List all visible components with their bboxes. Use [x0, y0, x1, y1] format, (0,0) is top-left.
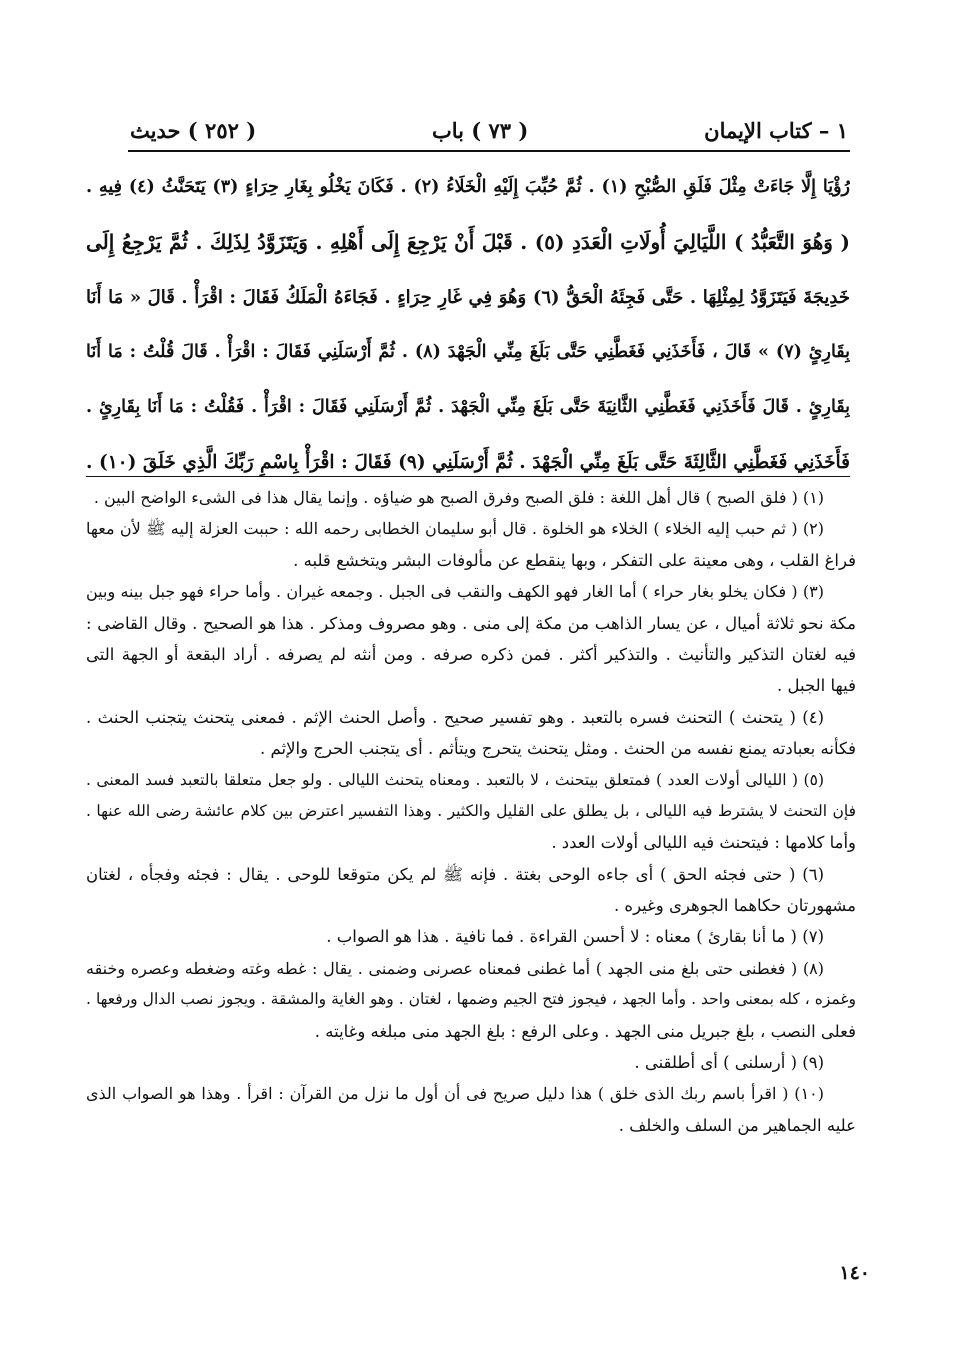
- footnote-line: مكة نحو ثلاثة أميال ، عن يسار الذاهب من مكة إلى منى . وهو مصروف ومذكر . هذا هو الصحيح . وقال القاضى :: [86, 613, 856, 633]
- footnote-line: فيها الجبل .: [777, 676, 856, 696]
- footnote-line: (٥) ( الليالى أولات العدد ) فمتعلق بيتحنث ، لا بالتعبد . ومعناه يتحنث الليالى . ولو جعل متعلقا بالتعبد فسد المعنى .: [86, 770, 824, 789]
- hadith-line: بِقَارِئٍ (٧) » قَالَ ، فَأَخَذَنِي فَغَطَّنِي حَتَّى بَلَغَ مِنِّي الْجَهْدَ (٨) . ثُمَّ أَرْسَلَنِي فَقَالَ : اقْرَأْ . قَالَ قُلْتُ : مَا أَنَا: [86, 342, 850, 362]
- footnote-line: (٧) ( ما أنا بقارئ ) معناه : لا أحسن القراءة . فما نافية . هذا هو الصواب .: [326, 927, 824, 947]
- hadith-line: ( وَهُوَ التَّعَبُّدُ ) اللَّيَالِيَ أُولَاتِ الْعَدَدِ (٥) . قَبْلَ أَنْ يَرْجِعَ إِلَى أَهْلِهِ . وَيَتَزَوَّدُ لِذَلِكَ . ثُمَّ يَرْجِعُ إِلَى: [86, 230, 850, 254]
- footnote-line: فإن التحنث لا يشترط فيه الليالى ، بل يطلق على القليل والكثير . وهذا التفسير اعترض بين كلام عائشة رضى الله عنها .: [86, 801, 856, 820]
- footnote-line: وأما كلامها : فيتحنث فيه الليالى أولات العدد .: [551, 833, 856, 853]
- footnote-line: (٩) ( أرسلنى ) أى أطلقنى .: [634, 1053, 824, 1073]
- footnote-line: (١) ( فلق الصبح ) قال أهل اللغة : فلق الصبح وفرق الصبح هو ضياؤه . وإنما يقال هذا فى الشىء الواضح البين .: [93, 488, 824, 507]
- hadith-number: ( ٢٥٢ ) حديث: [130, 117, 257, 143]
- hadith-line: رُؤْيَا إِلَّا جَاءَتْ مِثْلَ فَلَقِ الصُّبْحِ (١) . ثُمَّ حُبِّبَ إِلَيْهِ الْخَلَاءُ (٢) . فَكَانَ يَخْلُو بِغَارِ حِرَاءٍ (٣) يَتَحَنَّثُ (٤) فِيهِ .: [86, 177, 850, 197]
- book-title: ١ – كتاب الإيمان: [704, 117, 848, 143]
- hadith-line: بِقَارِئٍ . قَالَ فَأَخَذَنِي فَغَطَّنِي الثَّانِيَةَ حَتَّى بَلَغَ مِنِّي الْجَهْدَ . ثُمَّ أَرْسَلَنِي فَقَالَ : اقْرَأْ . فَقُلْتُ : مَا أَنَا بِقَارِئٍ .: [86, 397, 850, 417]
- footnote-line: (٨) ( فغطنى حتى بلغ منى الجهد ) أما غطنى فمعناه عصرنى وضمنى . يقال : غطه وغته وضغطه وعصره وخنقه: [86, 958, 824, 978]
- header-rule: [128, 150, 850, 152]
- running-header: [130, 112, 848, 148]
- hadith-text: [86, 160, 850, 490]
- footnotes: [86, 482, 856, 1141]
- footnote-line: عليه الجماهير من السلف والخلف .: [618, 1115, 856, 1135]
- footnote-line: (٤) ( يتحنث ) التحنث فسره بالتعبد . وهو تفسير صحيح . وأصل الحنث الإثم . فمعنى يتحنث يتجنب الحنث .: [86, 707, 824, 727]
- footnote-line: وغمزه ، كله بمعنى واحد . وأما الجهد ، فيجوز فتح الجيم وضمها ، لغتان . وهو الغاية والمشقة . ويجوز نصب الدال ورفعها .: [86, 990, 856, 1009]
- footnote-line: مشهورتان حكاهما الجوهرى وغيره .: [613, 896, 856, 916]
- footnote-line: (٣) ( فكان يخلو بغار حراء ) أما الغار فهو الكهف والنقب فى الجبل . وجمعه غيران . وأما حراء فهو جبل بينه وبين: [86, 582, 824, 602]
- hadith-line: خَدِيجَةَ فَيَتَزَوَّدُ لِمِثْلِهَا . حَتَّى فَجِئَهُ الْحَقُّ (٦) وَهُوَ فِي غَارِ حِرَاءٍ . فَجَاءَهُ الْمَلَكُ فَقَالَ : اقْرَأْ . قَالَ « مَا أَنَا: [86, 287, 850, 308]
- footnote-line: فراغ القلب ، وهى معينة على التفكر ، وبها ينقطع عن مألوفات البشر ويتخشع قلبه .: [293, 550, 856, 570]
- footnote-line: فيه لغتان التذكير والتأنيث . والتذكير أكثر . فمن ذكره صرفه . ومن أنثه لم يصرفه . أراد البقعة أو الجهة التى: [86, 644, 856, 664]
- footnote-line: فكأنه بعبادته يمنع نفسه من الحنث . ومثل يتحنث يتحرج ويتأثم . أى يتجنب الحرج والإثم .: [260, 739, 856, 759]
- page-number: ١٤٠: [839, 1262, 870, 1284]
- footnote-line: (٦) ( حتى فجئه الحق ) أى جاءه الوحى بغتة . فإنه ﷺ لم يكن متوقعا للوحى . يقال : فجئه وفجأه ، لغتان: [86, 864, 824, 884]
- chapter-label: ( ٧٣ ) باب: [431, 117, 529, 143]
- footnote-line: (٢) ( ثم حبب إليه الخلاء ) الخلاء هو الخلوة . قال أبو سليمان الخطابى رحمه الله : حببت العزلة إليه ﷺ لأن معها: [86, 519, 824, 539]
- hadith-line: فَأَخَذَنِي فَغَطَّنِي الثَّالِثَةَ حَتَّى بَلَغَ مِنِّي الْجَهْدَ . ثُمَّ أَرْسَلَنِي (٩) فَقَالَ : اقْرَأْ بِاسْمِ رَبِّكَ الَّذِي خَلَقَ (١٠) .: [86, 452, 850, 473]
- footnote-rule: [86, 476, 850, 477]
- footnote-line: (١٠) ( اقرأ باسم ربك الذى خلق ) هذا دليل صريح فى أن أول ما نزل من القرآن : اقرأ . وهذا هو الصواب الذى: [86, 1084, 824, 1104]
- footnote-line: فعلى النصب ، بلغ جبريل منى الجهد . وعلى الرفع : بلغ الجهد منى مبلغه وغايته .: [314, 1021, 856, 1041]
